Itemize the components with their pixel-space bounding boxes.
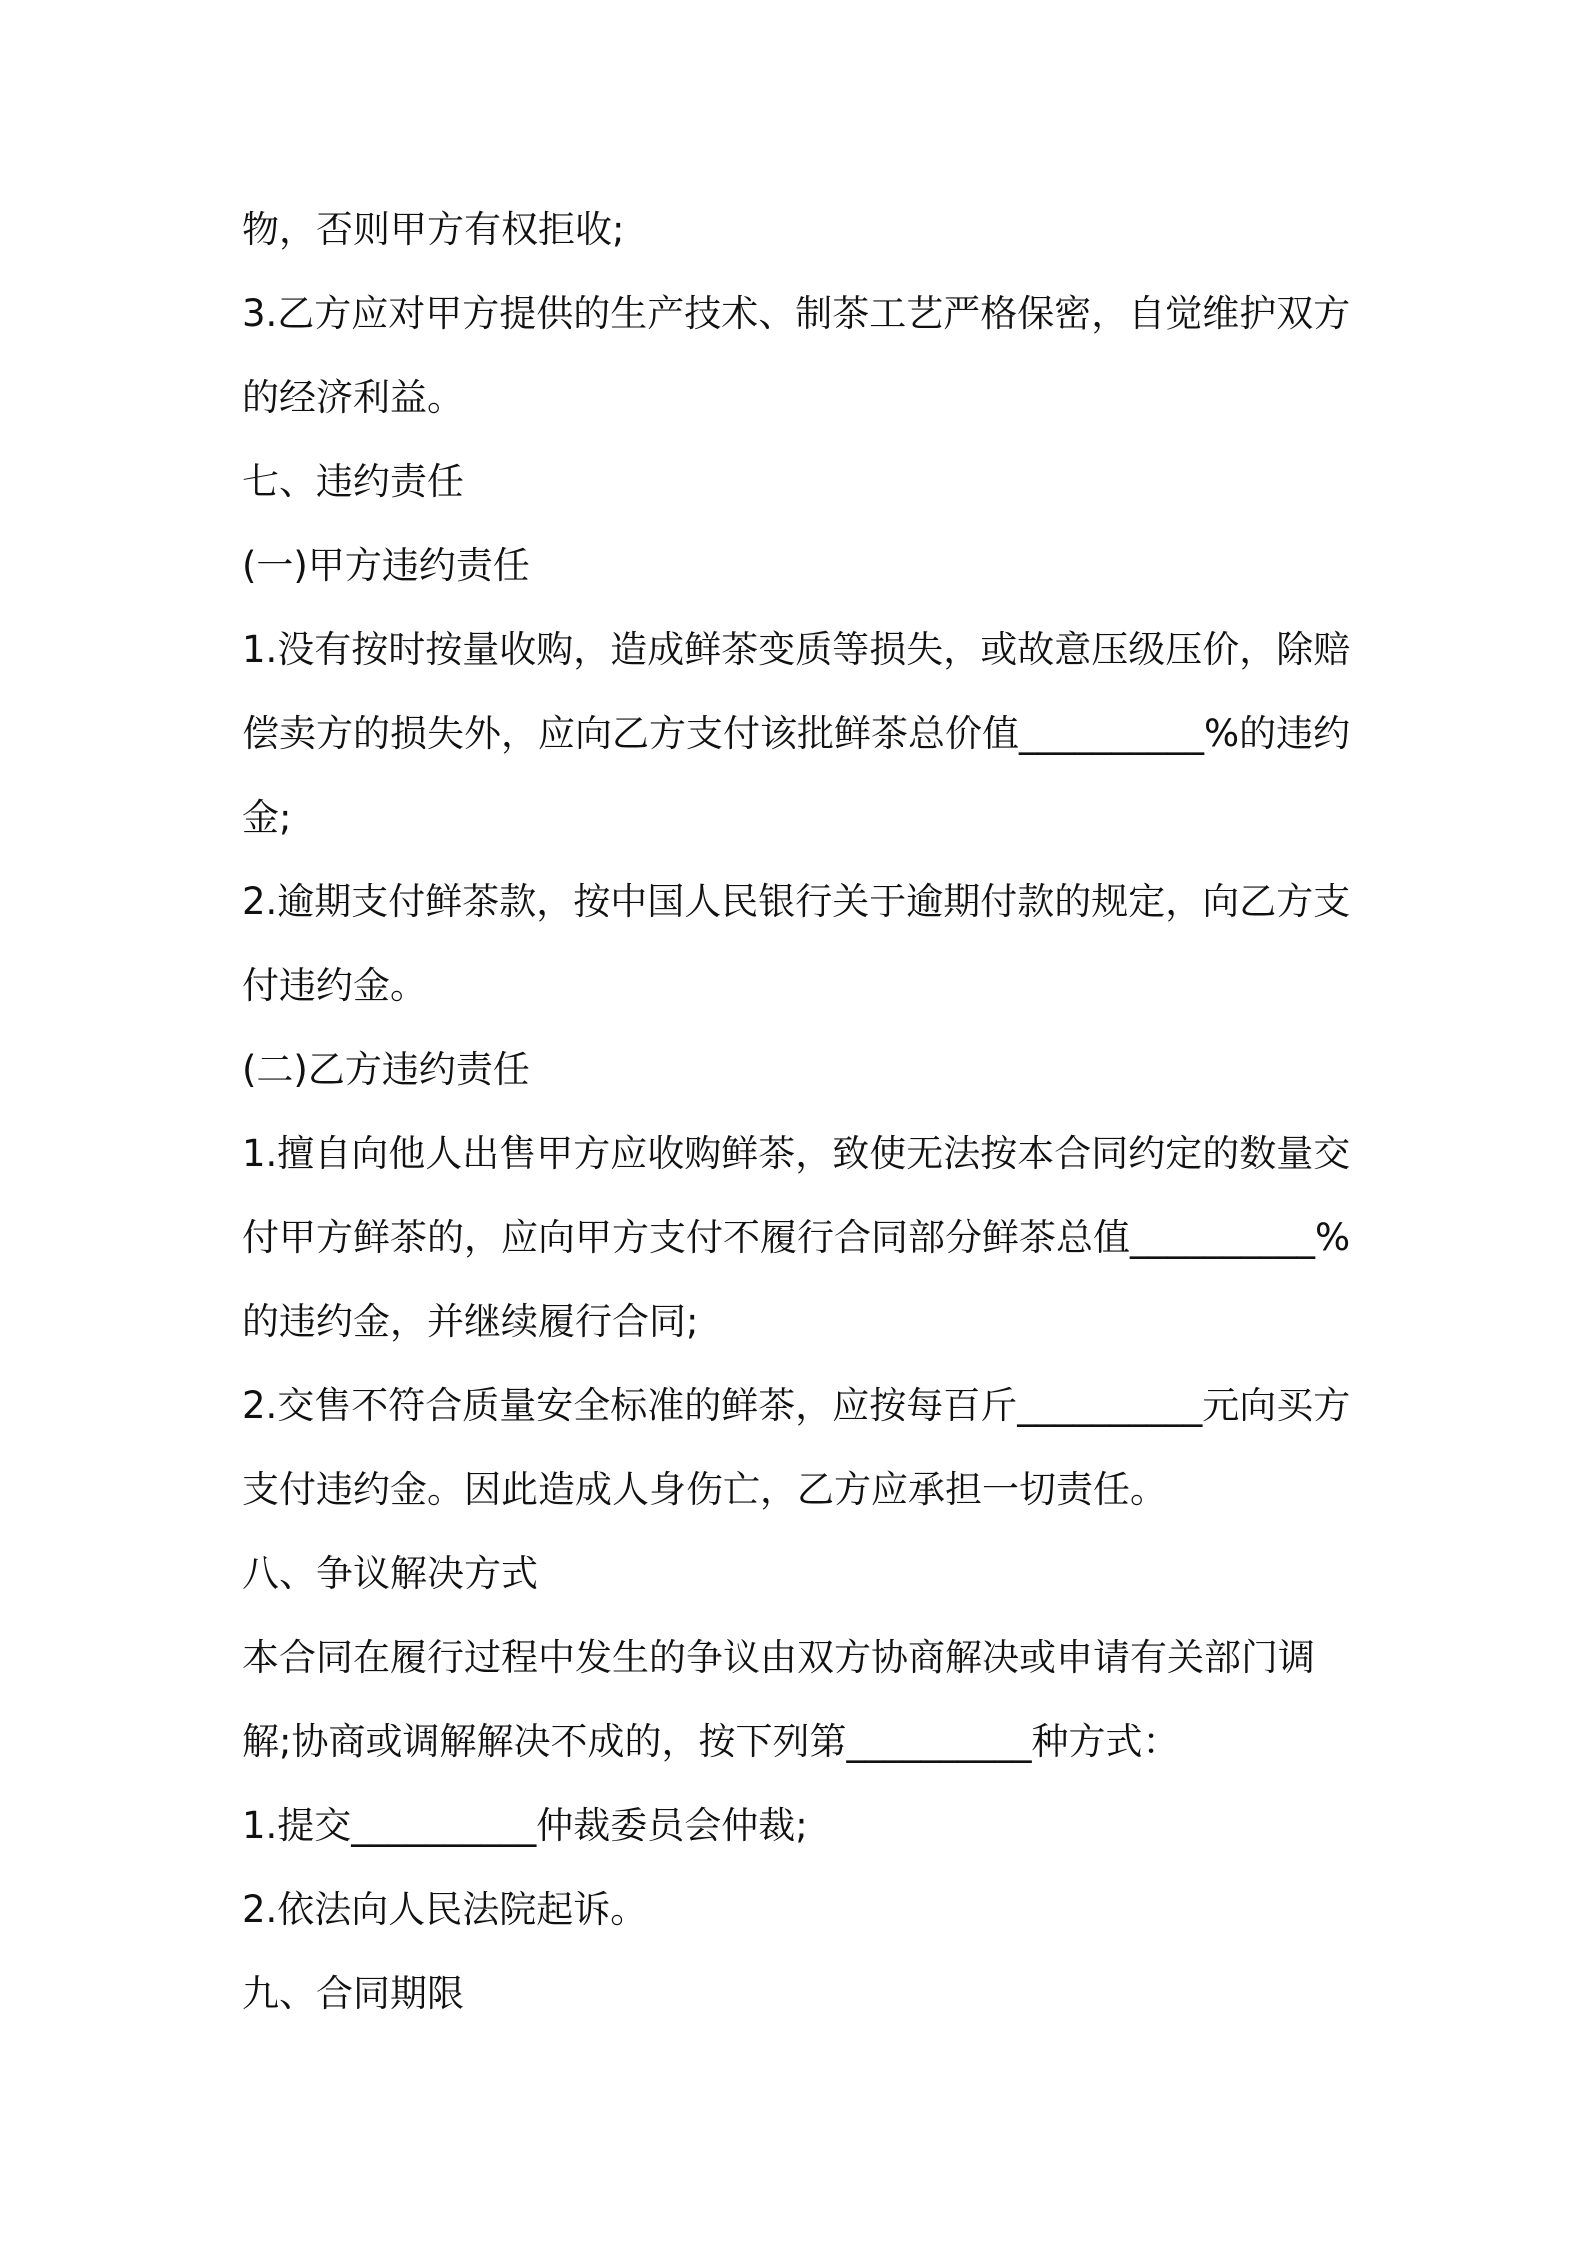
text-line: 1.提交__________仲裁委员会仲裁;: [242, 1804, 808, 1847]
subsection-heading-party-b: (二)乙方违约责任: [242, 1048, 530, 1091]
contract-text: [242, 188, 1362, 2036]
section-heading-breach-liability: 七、违约责任: [242, 460, 464, 503]
text-line: 的违约金，并继续履行合同;: [242, 1300, 699, 1343]
text-line: 2.交售不符合质量安全标准的鲜茶，应按每百斤__________元向买方: [242, 1384, 1351, 1427]
text-line: 金;: [242, 796, 292, 839]
text-line: 2.逾期支付鲜茶款，按中国人民银行关于逾期付款的规定，向乙方支: [242, 880, 1351, 923]
text-line: 本合同在履行过程中发生的争议由双方协商解决或申请有关部门调: [242, 1636, 1315, 1679]
text-line: 的经济利益。: [242, 376, 464, 419]
section-heading-dispute-resolution: 八、争议解决方式: [242, 1552, 538, 1595]
text-line: 付甲方鲜茶的，应向甲方支付不履行合同部分鲜茶总值__________%: [242, 1216, 1351, 1259]
text-line: 付违约金。: [242, 964, 427, 1007]
subsection-heading-party-a: (一)甲方违约责任: [242, 544, 530, 587]
text-line: 偿卖方的损失外，应向乙方支付该批鲜茶总价值__________%的违约: [242, 712, 1351, 755]
text-line: 支付违约金。因此造成人身伤亡，乙方应承担一切责任。: [242, 1468, 1167, 1511]
section-heading-contract-term: 九、合同期限: [242, 1972, 464, 2015]
text-line: 3.乙方应对甲方提供的生产技术、制茶工艺严格保密，自觉维护双方: [242, 292, 1351, 335]
text-line: 解;协商或调解解决不成的，按下列第__________种方式：: [242, 1720, 1180, 1763]
text-line: 物，否则甲方有权拒收;: [242, 208, 625, 251]
text-line: 2.依法向人民法院起诉。: [242, 1888, 648, 1931]
text-line: 1.擅自向他人出售甲方应收购鲜茶，致使无法按本合同约定的数量交: [242, 1132, 1351, 1175]
text-line: 1.没有按时按量收购，造成鲜茶变质等损失，或故意压级压价，除赔: [242, 628, 1351, 671]
